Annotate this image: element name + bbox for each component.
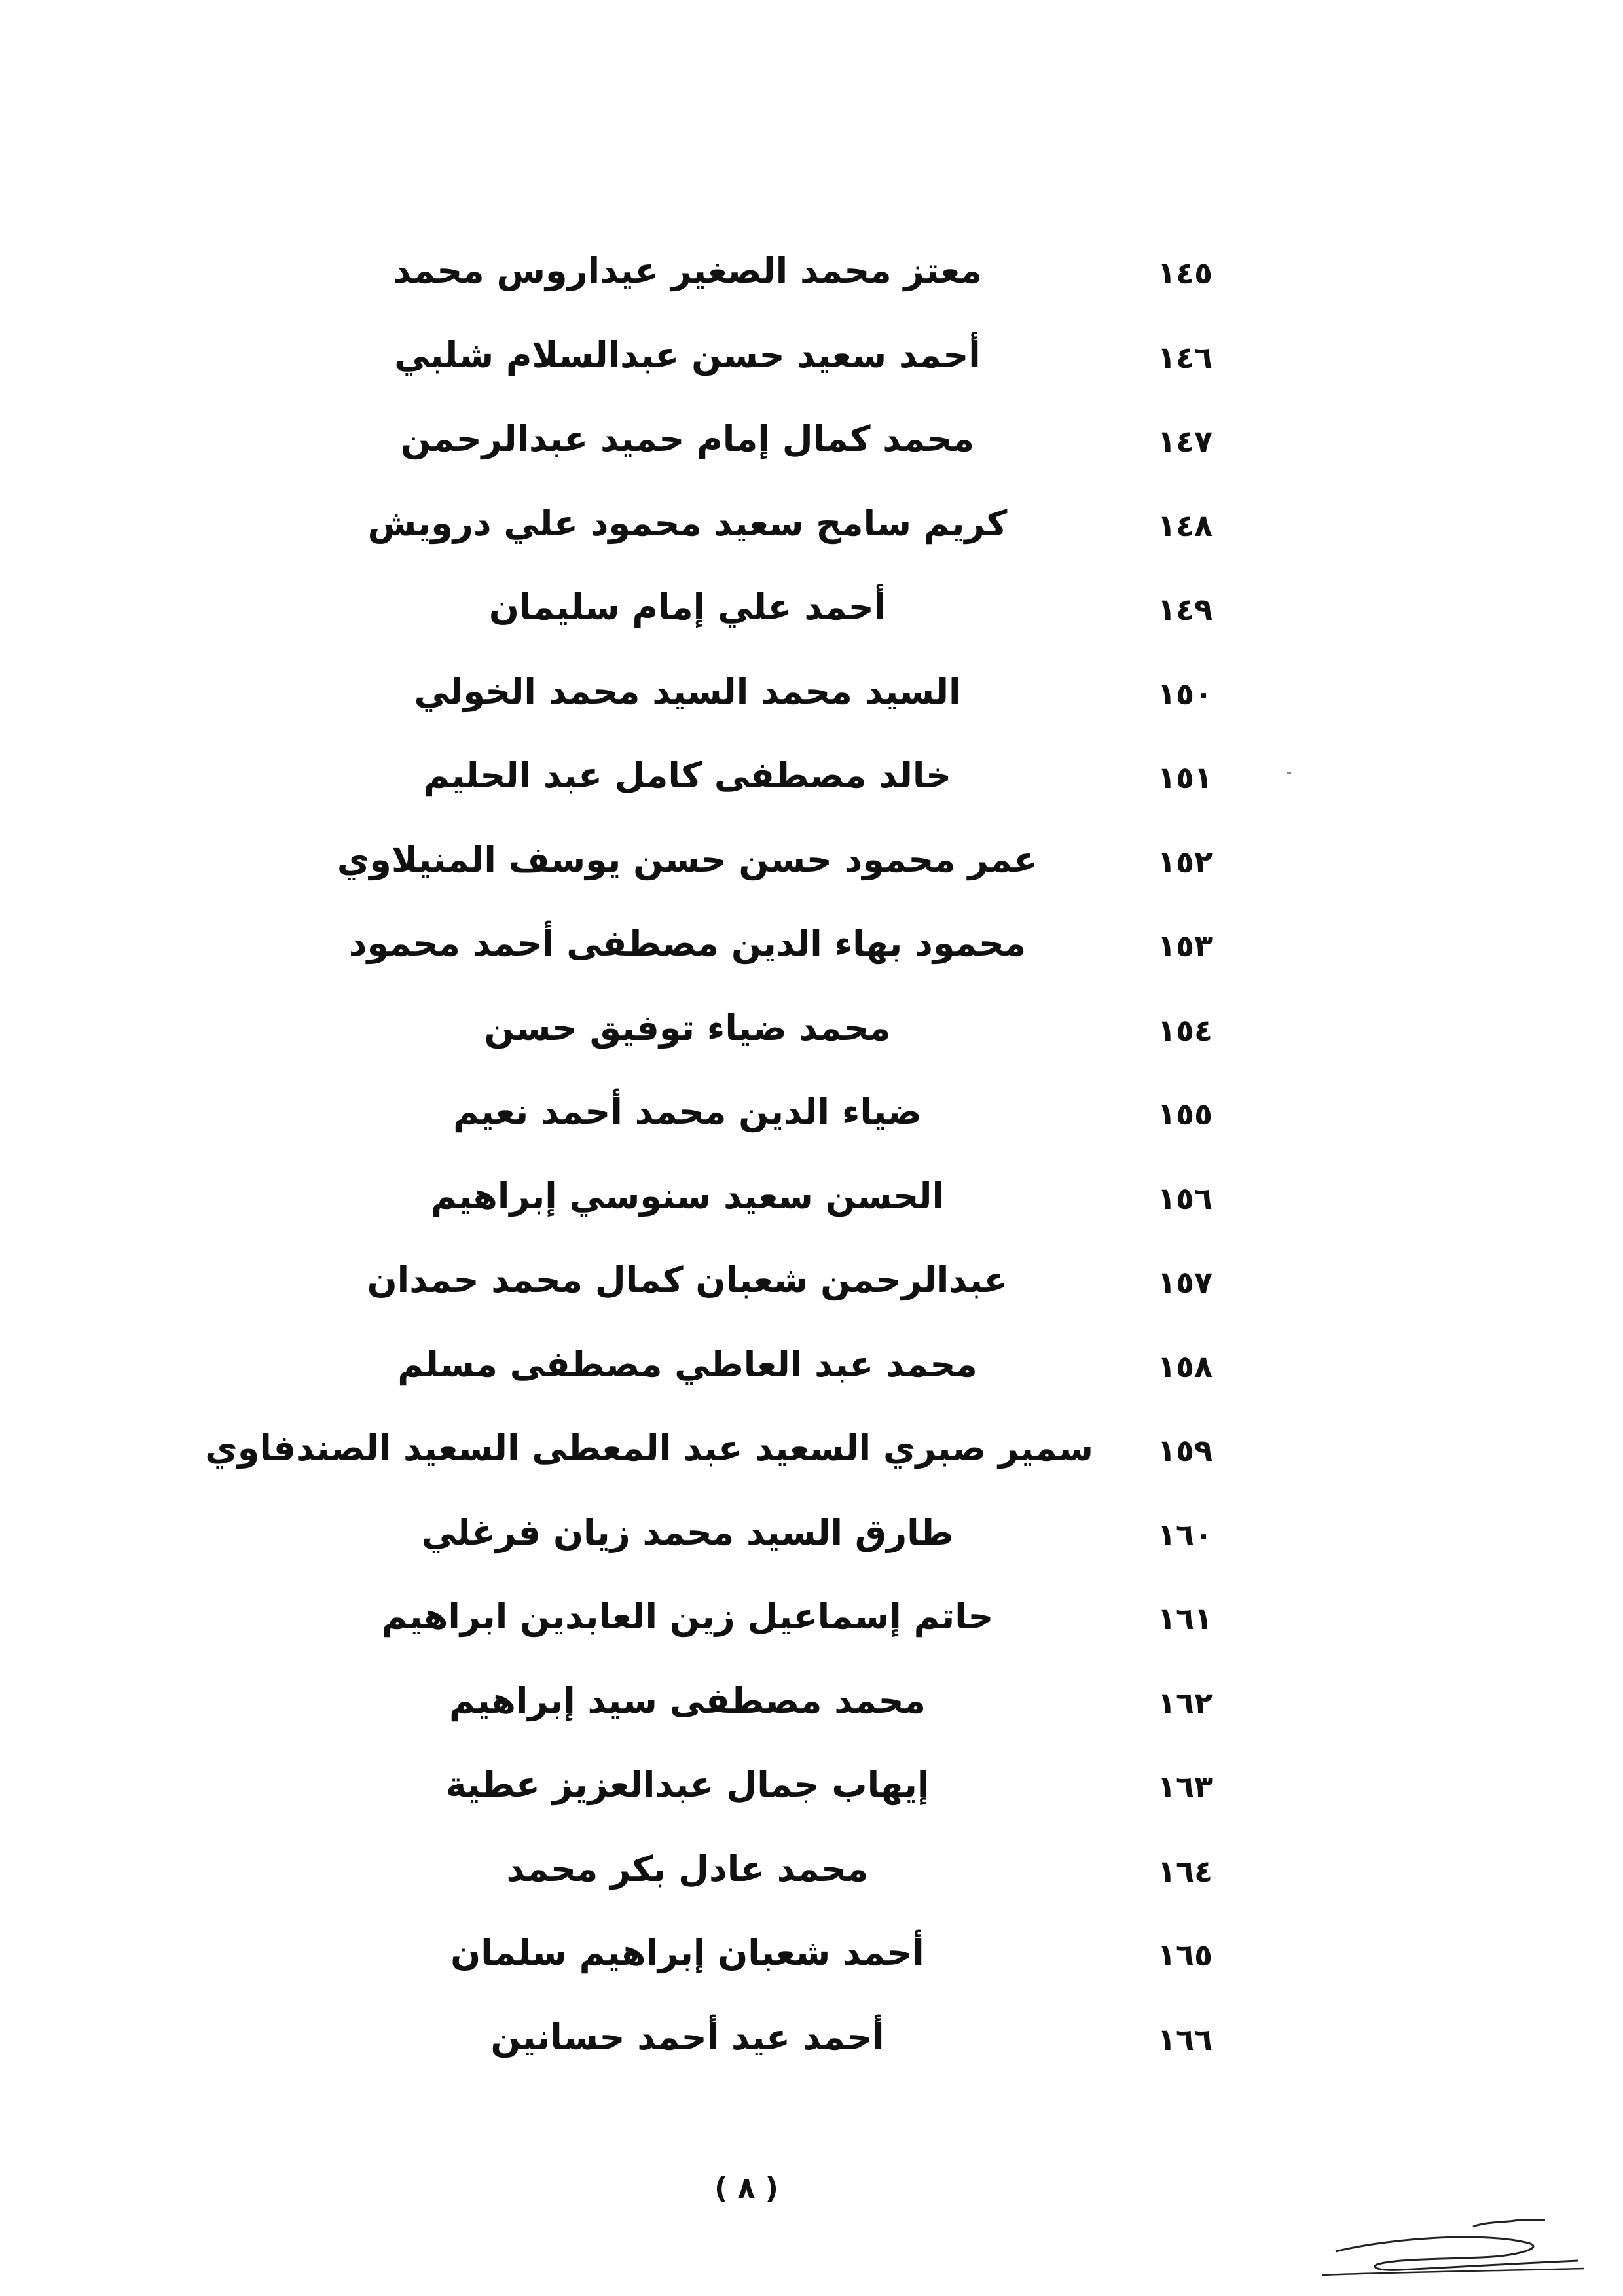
list-item — [0, 404, 1623, 488]
entry-number: ١٥٤ — [1157, 1012, 1213, 1048]
list-item — [0, 488, 1623, 573]
list-item — [0, 740, 1623, 825]
entry-number: ١٤٨ — [1157, 507, 1213, 543]
entry-name: طارق السيد محمد زيان فرغلي — [421, 1511, 954, 1553]
entry-number: ١٦٥ — [1157, 1937, 1213, 1973]
list-item — [0, 2002, 1623, 2087]
list-item — [0, 1245, 1623, 1329]
entry-name: عبدالرحمن شعبان كمال محمد حمدان — [367, 1259, 1008, 1300]
entry-number: ١٥٨ — [1157, 1348, 1213, 1384]
entry-name: محمد عبد العاطي مصطفى مسلم — [397, 1343, 977, 1385]
entry-number: ١٦٠ — [1157, 1516, 1213, 1552]
entry-name: محمد مصطفى سيد إبراهيم — [449, 1679, 926, 1721]
entry-name: معتز محمد الصغير عيداروس محمد — [392, 250, 983, 291]
entry-number: ١٦٦ — [1157, 2021, 1213, 2057]
entry-name: خالد مصطفى كامل عبد الحليم — [423, 755, 952, 796]
entry-name: ضياء الدين محمد أحمد نعيم — [453, 1091, 922, 1132]
entry-name: عمر محمود حسن حسن يوسف المنيلاوي — [337, 838, 1038, 880]
entry-number: ١٥٦ — [1157, 1180, 1213, 1216]
entry-number: ١٦١ — [1157, 1601, 1213, 1636]
list-item — [0, 656, 1623, 741]
entry-number: ١٥٩ — [1157, 1433, 1213, 1468]
list-item — [0, 1666, 1623, 1750]
list-item — [0, 1413, 1623, 1498]
list-item — [0, 1329, 1623, 1414]
list-item — [0, 1077, 1623, 1161]
page-number: ( ٨ ) — [714, 2172, 778, 2205]
list-item — [0, 908, 1623, 993]
entry-number: ١٦٤ — [1157, 1853, 1213, 1889]
list-item — [0, 825, 1623, 909]
entry-name: كريم سامح سعيد محمود علي درويش — [367, 502, 1008, 544]
entry-name: السيد محمد السيد محمد الخولي — [414, 670, 961, 712]
entry-name: الحسن سعيد سنوسي إبراهيم — [431, 1175, 944, 1217]
list-item — [0, 1581, 1623, 1666]
entry-name: إيهاب جمال عبدالعزيز عطية — [445, 1764, 930, 1805]
entry-name: محمد ضياء توفيق حسن — [484, 1007, 891, 1049]
entry-number: ١٥٥ — [1157, 1096, 1213, 1132]
entry-number: ١٦٣ — [1157, 1769, 1213, 1804]
names-list — [0, 236, 1623, 2086]
entry-name: أحمد علي إمام سليمان — [488, 586, 886, 628]
scan-speck — [1287, 772, 1291, 774]
entry-number: ١٥٠ — [1157, 675, 1213, 711]
list-item — [0, 320, 1623, 404]
list-item — [0, 236, 1623, 320]
entry-name: حاتم إسماعيل زين العابدين ابراهيم — [381, 1596, 994, 1637]
entry-name: محمد عادل بكر محمد — [506, 1848, 869, 1890]
entry-name: أحمد عيد أحمد حسانين — [490, 2016, 884, 2058]
list-item — [0, 1834, 1623, 1918]
entry-number: ١٥١ — [1157, 760, 1213, 795]
entry-name: محمود بهاء الدين مصطفى أحمد محمود — [348, 923, 1027, 964]
list-item — [0, 1161, 1623, 1246]
signature-mark — [1309, 2212, 1591, 2284]
list-item — [0, 993, 1623, 1077]
entry-name: محمد كمال إمام حميد عبدالرحمن — [400, 418, 975, 459]
entry-number: ١٤٩ — [1157, 592, 1213, 627]
entry-number: ١٦٢ — [1157, 1685, 1213, 1721]
entry-name: سمير صبري السعيد عبد المعطى السعيد الصندفاوي — [205, 1427, 1093, 1469]
entry-number: ١٤٧ — [1157, 423, 1213, 459]
entry-name: أحمد شعبان إبراهيم سلمان — [450, 1932, 924, 1973]
entry-number: ١٤٥ — [1157, 255, 1213, 291]
entry-name: أحمد سعيد حسن عبدالسلام شلبي — [394, 334, 981, 376]
list-item — [0, 572, 1623, 656]
entry-number: ١٤٦ — [1157, 339, 1213, 375]
list-item — [0, 1918, 1623, 2002]
entry-number: ١٥٢ — [1157, 844, 1213, 880]
list-item — [0, 1749, 1623, 1834]
entry-number: ١٥٧ — [1157, 1265, 1213, 1300]
entry-number: ١٥٣ — [1157, 928, 1213, 963]
list-item — [0, 1498, 1623, 1582]
